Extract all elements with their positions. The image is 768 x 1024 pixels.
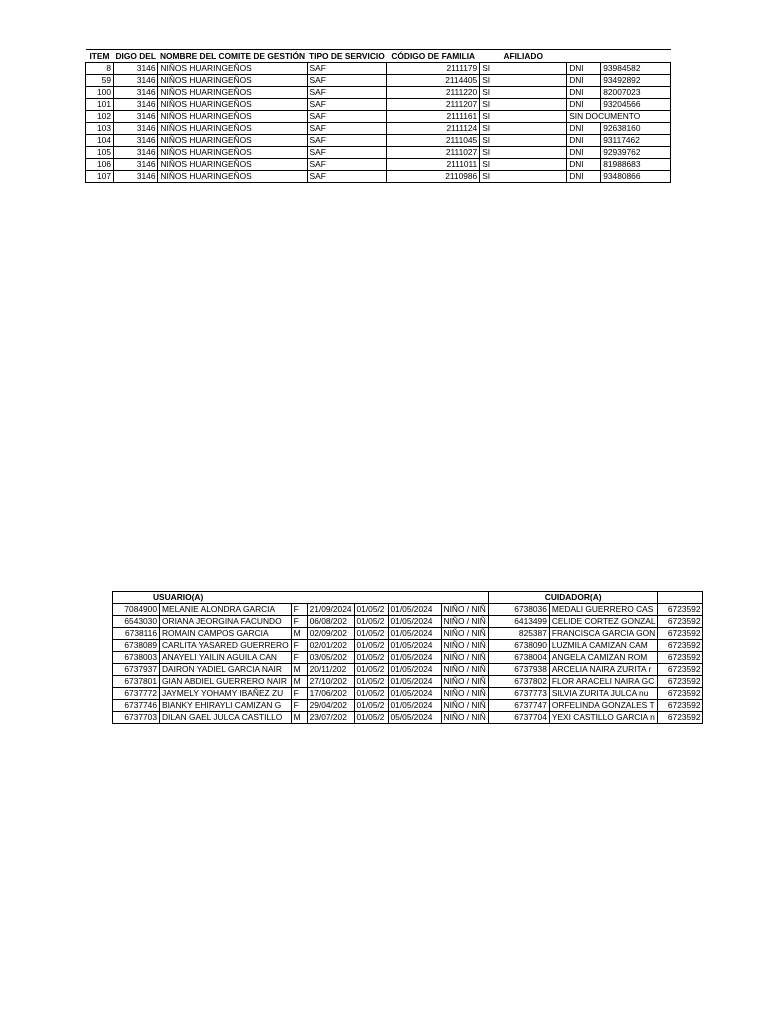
cell-afiliado: SI (480, 87, 567, 99)
cell-cuidador-code: 6737802 (488, 676, 549, 688)
table-row (86, 135, 671, 147)
cell-cuidador-code: 6413499 (488, 616, 549, 628)
cell-comite: NIÑOS HUARINGEÑOS (158, 63, 307, 75)
cell-birth-date: 27/10/202 (307, 676, 354, 688)
cell-usuario-code: 7084900 (113, 604, 160, 616)
cell-doc-type: DNI (567, 99, 601, 111)
cell-sex: M (291, 676, 307, 688)
cell-cuidador-name: CELIDE CORTEZ GONZAL (549, 616, 658, 628)
cell-codigo: 3146 (114, 111, 158, 123)
cell-sex: M (291, 712, 307, 724)
cell-familia: 2111179 (387, 63, 480, 75)
cell-codigo: 3146 (114, 99, 158, 111)
cell-usuario-code: 6738003 (113, 652, 160, 664)
cell-doc-number: 92939762 (601, 147, 671, 159)
cell-extra-code: 6723592 (658, 628, 703, 640)
cell-item: 106 (86, 159, 114, 171)
header-cuidador: CUIDADOR(A) (488, 592, 658, 604)
cell-birth-date: 03/05/202 (307, 652, 354, 664)
cell-usuario-code: 6737937 (113, 664, 160, 676)
cell-sex: F (291, 652, 307, 664)
cell-tipo: SAF (307, 99, 387, 111)
cell-familia: 2111011 (387, 159, 480, 171)
cell-sex: F (291, 700, 307, 712)
cell-date-1: 01/05/2 (354, 604, 388, 616)
cell-usuario-code: 6738089 (113, 640, 160, 652)
cell-cuidador-name: SILVIA ZURITA JULCA nu (549, 688, 658, 700)
cell-familia: 2111124 (387, 123, 480, 135)
cell-tipo: SAF (307, 171, 387, 183)
header-item: ITEM (86, 50, 114, 63)
cell-date-2: 01/05/2024 (388, 652, 441, 664)
cell-usuario-code: 6738116 (113, 628, 160, 640)
cell-usuario-name: ANAYELI YAILIN AGUILA CAN (160, 652, 292, 664)
cell-doc-number: 92638160 (601, 123, 671, 135)
cell-cuidador-name: ORFELINDA GONZALES T (549, 700, 658, 712)
cell-usuario-code: 6737746 (113, 700, 160, 712)
cell-category: NIÑO / NIÑ (441, 712, 488, 724)
cell-cuidador-name: LUZMILA CAMIZAN CAM (549, 640, 658, 652)
cell-date-1: 01/05/2 (354, 676, 388, 688)
cell-afiliado: SI (480, 171, 567, 183)
cell-usuario-name: JAYMELY YOHAMY IBAÑEZ ZU (160, 688, 292, 700)
header-blank-2 (601, 50, 671, 63)
cell-date-1: 01/05/2 (354, 688, 388, 700)
cell-comite: NIÑOS HUARINGEÑOS (158, 135, 307, 147)
cell-usuario-name: GIAN ABDIEL GUERRERO NAIR (160, 676, 292, 688)
cell-date-2: 01/05/2024 (388, 676, 441, 688)
cell-tipo: SAF (307, 159, 387, 171)
cell-date-1: 01/05/2 (354, 640, 388, 652)
cell-usuario-code: 6543030 (113, 616, 160, 628)
cell-date-1: 01/05/2 (354, 712, 388, 724)
cell-usuario-code: 6737772 (113, 688, 160, 700)
cell-sex: F (291, 640, 307, 652)
cell-cuidador-code: 6738090 (488, 640, 549, 652)
cell-usuario-name: MELANIE ALONDRA GARCIA (160, 604, 292, 616)
cell-date-2: 05/05/2024 (388, 712, 441, 724)
table-row (113, 652, 703, 664)
cell-cuidador-name: MEDALI GUERRERO CAS (549, 604, 658, 616)
cell-doc-type: DNI (567, 171, 601, 183)
cell-item: 107 (86, 171, 114, 183)
cell-category: NIÑO / NIÑ (441, 604, 488, 616)
table-row (113, 688, 703, 700)
cell-familia: 2111045 (387, 135, 480, 147)
cell-birth-date: 02/01/202 (307, 640, 354, 652)
table-row (113, 700, 703, 712)
cell-birth-date: 23/07/202 (307, 712, 354, 724)
cell-doc-number: 82007023 (601, 87, 671, 99)
table-row (113, 604, 703, 616)
table-row (86, 99, 671, 111)
cell-familia: 2111161 (387, 111, 480, 123)
cell-familia: 2114405 (387, 75, 480, 87)
cell-category: NIÑO / NIÑ (441, 628, 488, 640)
header-comite: NOMBRE DEL COMITE DE GESTIÓN (159, 51, 306, 61)
header-codigo: DIGO DEL (115, 51, 156, 61)
cell-cuidador-name: FRANCISCA GARCIA GON (549, 628, 658, 640)
header-blank-1 (567, 50, 601, 63)
cell-birth-date: 20/11/202 (307, 664, 354, 676)
cell-sex: M (291, 628, 307, 640)
cell-doc-number: 93204566 (601, 99, 671, 111)
cell-date-1: 01/05/2 (354, 700, 388, 712)
cell-date-1: 01/05/2 (354, 652, 388, 664)
table-row (86, 147, 671, 159)
cell-afiliado: SI (480, 123, 567, 135)
cell-afiliado: SI (480, 147, 567, 159)
cell-familia: 2111220 (387, 87, 480, 99)
cell-category: NIÑO / NIÑ (441, 640, 488, 652)
cell-usuario-name: CARLITA YASARED GUERRERO (160, 640, 292, 652)
cell-extra-code: 6723592 (658, 664, 703, 676)
cell-category: NIÑO / NIÑ (441, 664, 488, 676)
cell-cuidador-name: FLOR ARACELI NAIRA GC (549, 676, 658, 688)
cell-birth-date: 21/09/2024 (307, 604, 354, 616)
cell-cuidador-code: 6738004 (488, 652, 549, 664)
cell-item: 100 (86, 87, 114, 99)
cell-cuidador-code: 6737773 (488, 688, 549, 700)
cell-familia: 2110986 (387, 171, 480, 183)
cell-date-1: 01/05/2 (354, 616, 388, 628)
cell-comite: NIÑOS HUARINGEÑOS (158, 147, 307, 159)
cell-extra-code: 6723592 (658, 616, 703, 628)
table-row (86, 159, 671, 171)
cell-item: 103 (86, 123, 114, 135)
cell-item: 59 (86, 75, 114, 87)
table-row (113, 616, 703, 628)
cell-doc-number: 93117462 (601, 135, 671, 147)
cell-date-2: 01/05/2024 (388, 604, 441, 616)
cell-item: 102 (86, 111, 114, 123)
cell-afiliado: SI (480, 111, 567, 123)
cell-tipo: SAF (307, 123, 387, 135)
cell-doc-type: DNI (567, 159, 601, 171)
cell-familia: 2111207 (387, 99, 480, 111)
cell-usuario-name: DILAN GAEL JULCA CASTILLO (160, 712, 292, 724)
cell-cuidador-code: 6737938 (488, 664, 549, 676)
table-row (113, 664, 703, 676)
cell-category: NIÑO / NIÑ (441, 700, 488, 712)
cell-extra-code: 6723592 (658, 676, 703, 688)
cell-doc-type: DNI (567, 75, 601, 87)
cell-tipo: SAF (307, 63, 387, 75)
cell-extra-code: 6723592 (658, 604, 703, 616)
cell-category: NIÑO / NIÑ (441, 652, 488, 664)
cell-birth-date: 06/08/202 (307, 616, 354, 628)
cell-comite: NIÑOS HUARINGEÑOS (158, 99, 307, 111)
cell-afiliado: SI (480, 75, 567, 87)
cell-usuario-name: ORIANA JEORGINA FACUNDO (160, 616, 292, 628)
table-row (86, 75, 671, 87)
cell-date-2: 01/05/2024 (388, 700, 441, 712)
cell-item: 105 (86, 147, 114, 159)
cell-comite: NIÑOS HUARINGEÑOS (158, 123, 307, 135)
table-row (86, 63, 671, 75)
cell-birth-date: 29/04/202 (307, 700, 354, 712)
cell-codigo: 3146 (114, 147, 158, 159)
cell-extra-code: 6723592 (658, 712, 703, 724)
cell-usuario-code: 6737703 (113, 712, 160, 724)
cell-doc-type: DNI (567, 135, 601, 147)
cell-cuidador-code: 6737704 (488, 712, 549, 724)
cell-cuidador-code: 6738036 (488, 604, 549, 616)
cell-birth-date: 02/09/202 (307, 628, 354, 640)
cell-item: 8 (86, 63, 114, 75)
cell-category: NIÑO / NIÑ (441, 676, 488, 688)
cell-afiliado: SI (480, 135, 567, 147)
cell-date-2: 01/05/2024 (388, 616, 441, 628)
cell-tipo: SAF (307, 75, 387, 87)
top-data-table (85, 49, 671, 183)
cell-doc-number: 93492892 (601, 75, 671, 87)
cell-usuario-name: BIANKY EHIRAYLI CAMIZAN G (160, 700, 292, 712)
cell-afiliado: SI (480, 159, 567, 171)
cell-birth-date: 17/06/202 (307, 688, 354, 700)
table-row (86, 111, 671, 123)
cell-afiliado: SI (480, 63, 567, 75)
cell-date-2: 01/05/2024 (388, 628, 441, 640)
cell-codigo: 3146 (114, 159, 158, 171)
table-row (86, 123, 671, 135)
cell-sex: F (291, 616, 307, 628)
cell-cuidador-code: 825387 (488, 628, 549, 640)
bottom-data-table (112, 591, 703, 724)
cell-codigo: 3146 (114, 123, 158, 135)
table-row (113, 640, 703, 652)
header-afiliado: AFILIADO (480, 50, 567, 63)
cell-codigo: 3146 (114, 87, 158, 99)
cell-doc-type: DNI (567, 63, 601, 75)
header-blank (658, 592, 703, 604)
cell-doc-type: DNI (567, 87, 601, 99)
cell-date-2: 01/05/2024 (388, 640, 441, 652)
cell-familia: 2111027 (387, 147, 480, 159)
cell-comite: NIÑOS HUARINGEÑOS (158, 159, 307, 171)
cell-cuidador-code: 6737747 (488, 700, 549, 712)
cell-comite: NIÑOS HUARINGEÑOS (158, 171, 307, 183)
cell-codigo: 3146 (114, 171, 158, 183)
cell-date-2: 01/05/2024 (388, 688, 441, 700)
cell-date-1: 01/05/2 (354, 628, 388, 640)
cell-cuidador-name: YEXI CASTILLO GARCIA n (549, 712, 658, 724)
cell-date-2: 01/05/2024 (388, 664, 441, 676)
cell-usuario-code: 6737801 (113, 676, 160, 688)
cell-doc-type: DNI (567, 123, 601, 135)
table-row (86, 87, 671, 99)
cell-item: 101 (86, 99, 114, 111)
cell-cuidador-name: ANGELA CAMIZAN ROM (549, 652, 658, 664)
header-tipo-servicio: TIPO DE SERVICIO (309, 51, 385, 61)
bottom-header-row (113, 592, 703, 604)
cell-extra-code: 6723592 (658, 700, 703, 712)
cell-usuario-name: DAIRON YADIEL GARCIA NAIR (160, 664, 292, 676)
cell-sex: F (291, 604, 307, 616)
cell-category: NIÑO / NIÑ (441, 616, 488, 628)
cell-comite: NIÑOS HUARINGEÑOS (158, 87, 307, 99)
cell-doc-number: 81988683 (601, 159, 671, 171)
cell-cuidador-name: ARCELIA NAIRA ZURITA r (549, 664, 658, 676)
header-codigo-familia: CÓDIGO DE FAMILIA (387, 50, 480, 63)
cell-doc-number: 93984582 (601, 63, 671, 75)
top-header-row (86, 50, 671, 63)
cell-codigo: 3146 (114, 75, 158, 87)
cell-extra-code: 6723592 (658, 652, 703, 664)
cell-tipo: SAF (307, 87, 387, 99)
cell-usuario-name: ROMAIN CAMPOS GARCIA (160, 628, 292, 640)
cell-sex: F (291, 688, 307, 700)
cell-tipo: SAF (307, 147, 387, 159)
cell-extra-code: 6723592 (658, 640, 703, 652)
cell-item: 104 (86, 135, 114, 147)
cell-date-1: 01/05/2 (354, 664, 388, 676)
table-row (113, 712, 703, 724)
table-row (113, 628, 703, 640)
header-usuario: USUARIO(A) (113, 592, 489, 604)
cell-category: NIÑO / NIÑ (441, 688, 488, 700)
cell-doc-number: 93480866 (601, 171, 671, 183)
cell-doc-type: DNI (567, 147, 601, 159)
cell-codigo: 3146 (114, 135, 158, 147)
table-row (86, 171, 671, 183)
cell-comite: NIÑOS HUARINGEÑOS (158, 111, 307, 123)
cell-codigo: 3146 (114, 63, 158, 75)
cell-extra-code: 6723592 (658, 688, 703, 700)
cell-doc-type: SIN DOCUMENTO (567, 111, 671, 123)
cell-tipo: SAF (307, 111, 387, 123)
cell-comite: NIÑOS HUARINGEÑOS (158, 75, 307, 87)
cell-tipo: SAF (307, 135, 387, 147)
cell-afiliado: SI (480, 99, 567, 111)
table-row (113, 676, 703, 688)
cell-sex: M (291, 664, 307, 676)
